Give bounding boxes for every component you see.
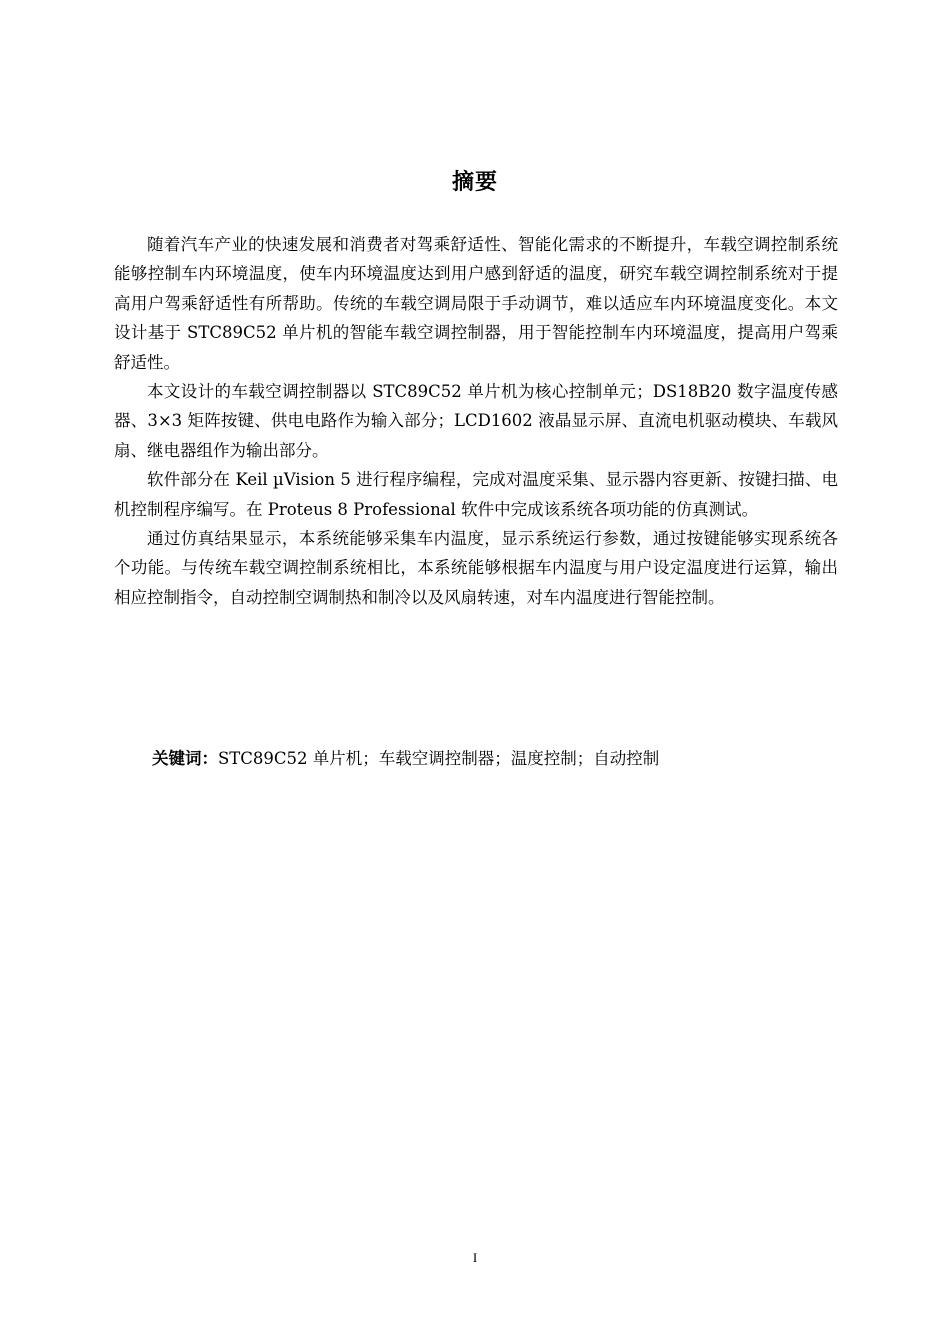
abstract-paragraph-4: 通过仿真结果显示，本系统能够采集车内温度，显示系统运行参数，通过按键能够实现系统各个功能。与传统车载空调控制系统相比，本系统能够根据车内温度与用户设定温度进行运算，输出相应控制指令，自动控制空调制热和制冷以及风扇转速，对车内温度进行智能控制。 <box>114 529 838 607</box>
abstract-title: 摘要 <box>451 170 498 195</box>
abstract-paragraph-2: 本文设计的车载空调控制器以 STC89C52 单片机为核心控制单元；DS18B20 数字温度传感器、3×3 矩阵按键、供电电路作为输入部分；LCD1602 液晶显示屏、直流电机驱动模块、车载风扇、继电器组作为输出部分。 <box>114 382 838 460</box>
page-number: I <box>472 1250 478 1265</box>
abstract-paragraph-3: 软件部分在 Keil µVision 5 进行程序编程，完成对温度采集、显示器内容更新、按键扫描、电机控制程序编写。在 Proteus 8 Professional 软件中完成该系统各项功能的仿真测试。 <box>114 470 838 519</box>
keywords-line <box>152 744 842 773</box>
abstract-paragraph-1: 随着汽车产业的快速发展和消费者对驾乘舒适性、智能化需求的不断提升，车载空调控制系统能够控制车内环境温度，使车内环境温度达到用户感到舒适的温度，研究车载空调控制系统对于提高用户驾乘舒适性有所帮助。传统的车载空调局限于手动调节，难以适应车内环境温度变化。本文设计基于 STC89C52 单片机的智能车载空调控制器，用于智能控制车内环境温度，提高用户驾乘舒适性。 <box>114 235 838 372</box>
keywords-label: 关键词： <box>152 749 218 768</box>
keywords-value: STC89C52 单片机；车载空调控制器；温度控制；自动控制 <box>218 749 660 768</box>
abstract-body <box>114 230 838 612</box>
